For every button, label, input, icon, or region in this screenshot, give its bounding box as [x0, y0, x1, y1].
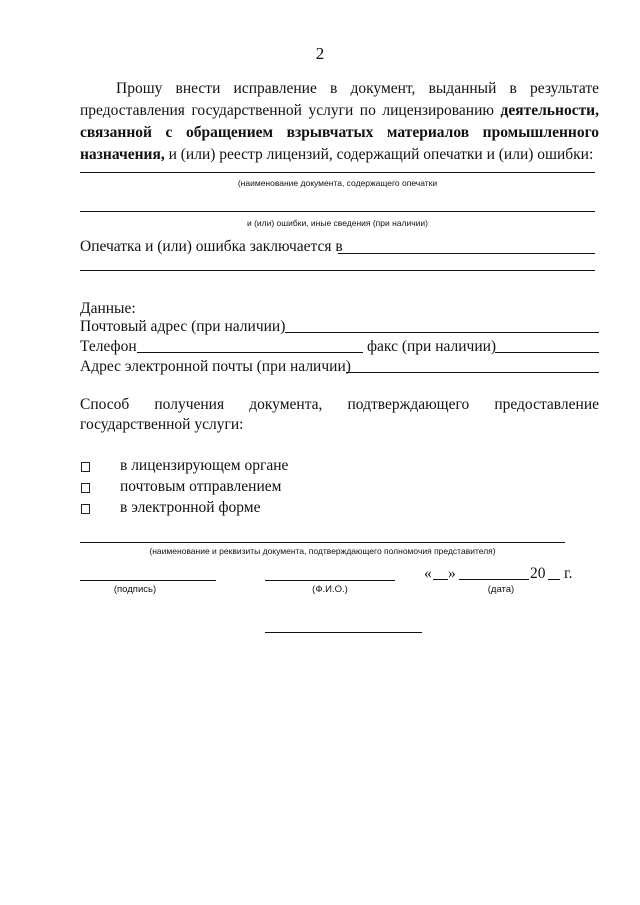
- option-label-1: в лицензирующем органе: [120, 457, 289, 474]
- fio-line[interactable]: [265, 580, 395, 581]
- option-label-3: в электронной форме: [120, 499, 261, 516]
- option-checkbox-3[interactable]: [81, 504, 90, 514]
- intro-text-1: Прошу внести исправление в документ, выданный в результате предоставления государственной услуги по лицензированию: [80, 80, 599, 119]
- date-caption: (дата): [487, 584, 515, 595]
- request-paragraph: [80, 78, 599, 166]
- email-line[interactable]: [346, 372, 599, 373]
- date-day-line[interactable]: [433, 579, 448, 580]
- postal-address-label: Почтовый адрес (при наличии): [80, 318, 286, 335]
- option-label-2: почтовым отправлением: [120, 478, 282, 495]
- signature-caption: (подпись): [113, 584, 157, 595]
- date-year-suffix: г.: [564, 565, 573, 582]
- rep-doc-caption: (наименование и реквизиты документа, подтверждающего полномочия представителя): [149, 546, 496, 556]
- method-line-2: государственной услуги:: [80, 416, 244, 433]
- date-month-line[interactable]: [459, 579, 529, 580]
- page-number: 2: [315, 44, 325, 63]
- email-label: Адрес электронной почты (при наличии): [80, 358, 351, 375]
- signature-line[interactable]: [80, 580, 216, 581]
- fax-label: факс (при наличии): [367, 338, 497, 355]
- data-heading: Данные:: [80, 300, 136, 317]
- method-word-5: предоставление: [494, 396, 599, 413]
- date-close-quote: »: [448, 565, 456, 582]
- doc-errors-caption: и (или) ошибки, иные сведения (при наличии): [246, 218, 429, 228]
- method-word-2: получения: [154, 396, 225, 413]
- intro-text-2: и (или) реестр лицензий, содержащий опечатки и (или) ошибки:: [164, 146, 594, 163]
- error-label: Опечатка и (или) ошибка заключается в: [80, 238, 343, 255]
- intro-activity-bold: деятельности, связанной с обращением взрывчатых материалов промышленного назначения,: [80, 102, 599, 163]
- method-word-4: подтверждающего: [347, 396, 470, 413]
- option-checkbox-2[interactable]: [81, 483, 90, 493]
- doc-errors-line[interactable]: [80, 211, 595, 212]
- option-checkbox-1[interactable]: [81, 462, 90, 472]
- fio-caption: (Ф.И.О.): [312, 584, 348, 595]
- error-line-2[interactable]: [80, 270, 595, 271]
- method-word-1: Способ: [80, 396, 130, 413]
- date-open-quote: «: [424, 565, 432, 582]
- method-word-3: документа,: [249, 396, 323, 413]
- doc-name-caption: (наименование документа, содержащего опечатки: [237, 178, 438, 188]
- phone-line[interactable]: [137, 352, 363, 353]
- method-line-1: [80, 396, 599, 414]
- postal-address-line[interactable]: [285, 332, 599, 333]
- doc-name-line[interactable]: [80, 172, 595, 173]
- error-line-1[interactable]: [338, 253, 595, 254]
- rep-doc-line[interactable]: [80, 542, 565, 543]
- phone-label: Телефон: [80, 338, 137, 355]
- date-year-line[interactable]: [548, 579, 560, 580]
- date-year-prefix: 20: [530, 565, 546, 582]
- fax-line[interactable]: [495, 352, 599, 353]
- bottom-line[interactable]: [265, 632, 422, 633]
